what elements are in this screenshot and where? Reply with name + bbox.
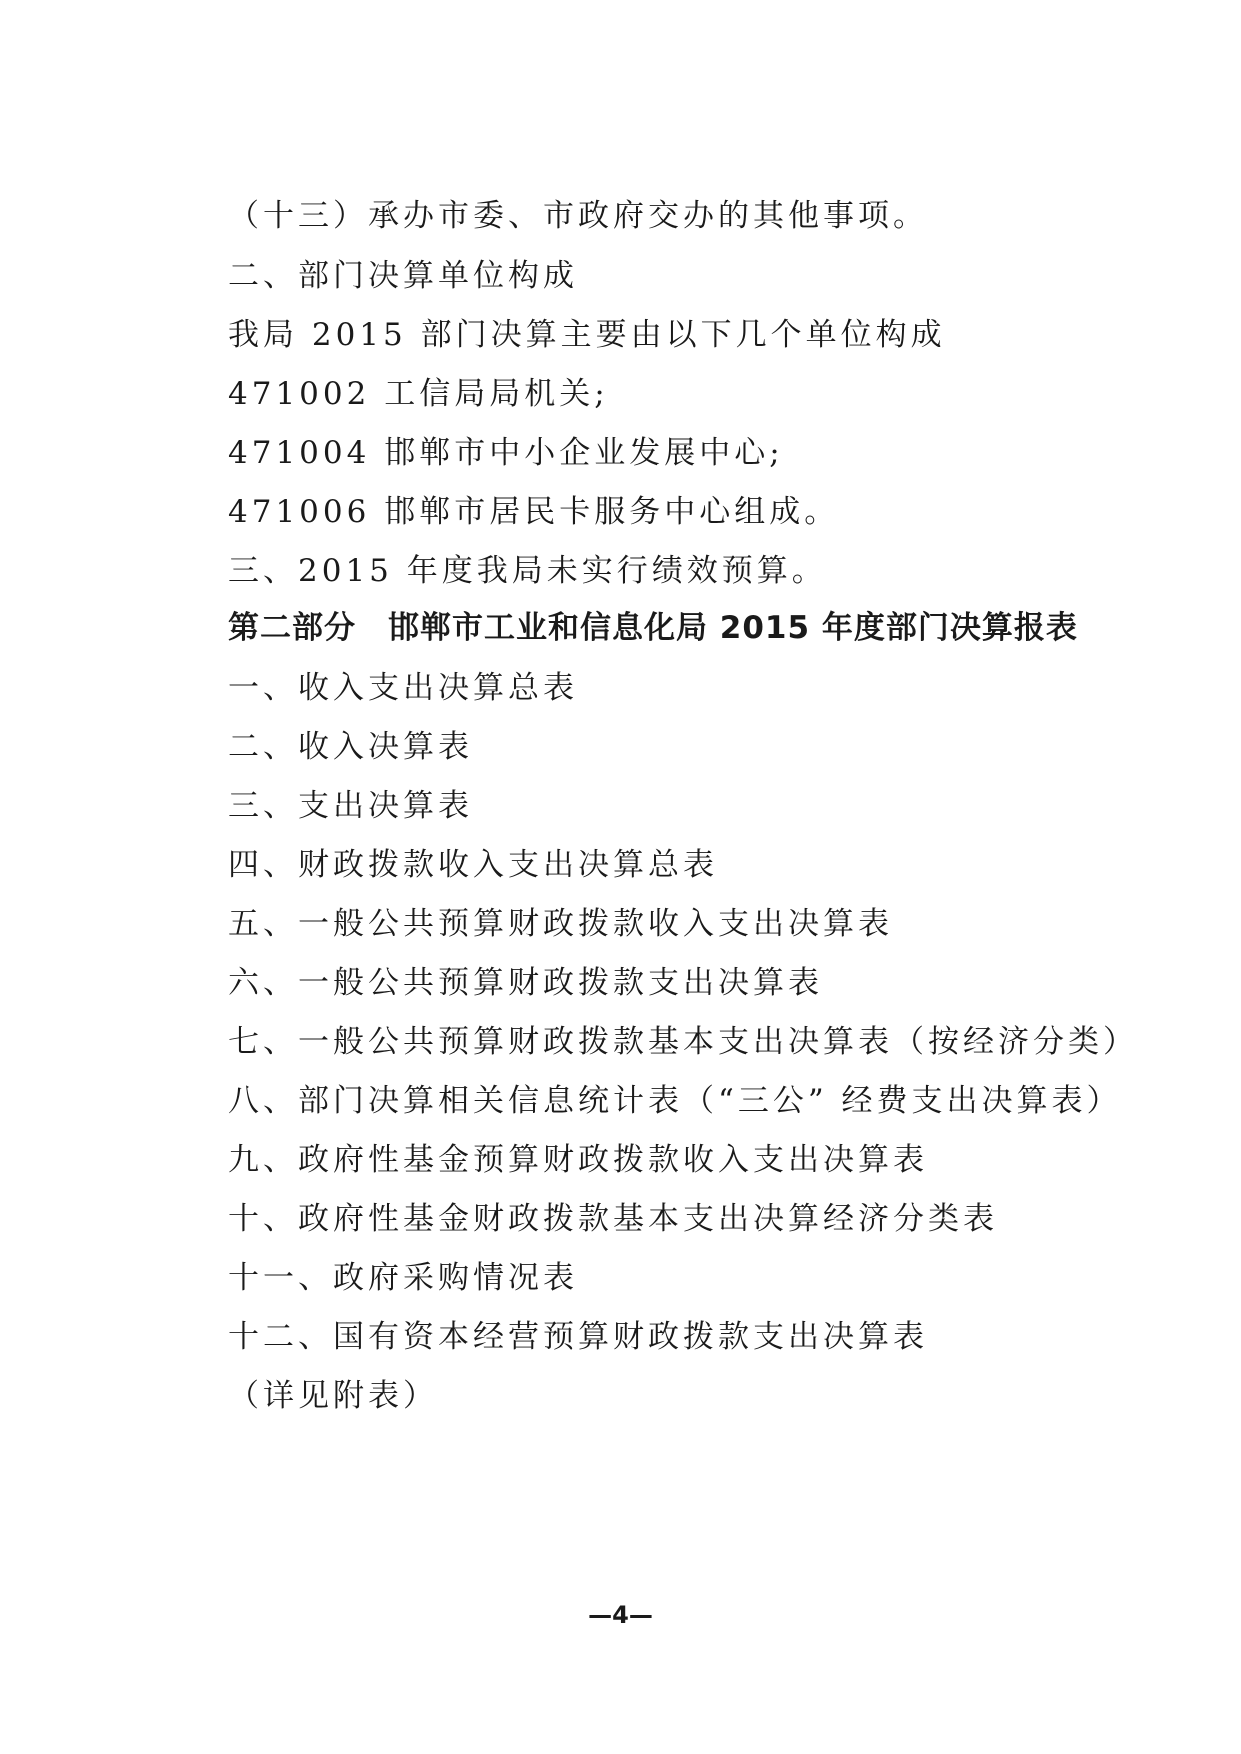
report-list-item-4: 四、财政拨款收入支出决算总表 bbox=[228, 847, 718, 883]
see-attached-note: （详见附表） bbox=[228, 1378, 438, 1414]
report-list-item-1: 一、收入支出决算总表 bbox=[228, 670, 578, 706]
report-list-item-9: 九、政府性基金预算财政拨款收入支出决算表 bbox=[228, 1142, 928, 1178]
report-list-item-8: 八、部门决算相关信息统计表（“三公” 经费支出决算表） bbox=[228, 1083, 1122, 1119]
paragraph-unit-intro: 我局 2015 部门决算主要由以下几个单位构成 bbox=[228, 317, 946, 353]
report-list-item-2: 二、收入决算表 bbox=[228, 729, 473, 765]
section-heading-performance-budget: 三、2015 年度我局未实行绩效预算。 bbox=[228, 553, 827, 589]
report-list-item-7: 七、一般公共预算财政拨款基本支出决算表（按经济分类） bbox=[228, 1024, 1138, 1060]
paragraph-item-13: （十三）承办市委、市政府交办的其他事项。 bbox=[228, 198, 928, 234]
report-list-item-3: 三、支出决算表 bbox=[228, 788, 473, 824]
page-number: —4— bbox=[588, 1601, 653, 1629]
report-list-item-10: 十、政府性基金财政拨款基本支出决算经济分类表 bbox=[228, 1201, 998, 1237]
report-list-item-6: 六、一般公共预算财政拨款支出决算表 bbox=[228, 965, 823, 1001]
section-heading-unit-composition: 二、部门决算单位构成 bbox=[228, 258, 578, 294]
part-two-heading: 第二部分 邯郸市工业和信息化局 2015 年度部门决算报表 bbox=[228, 610, 1078, 646]
unit-item-471006: 471006 邯郸市居民卡服务中心组成。 bbox=[228, 494, 840, 530]
report-list-item-11: 十一、政府采购情况表 bbox=[228, 1260, 578, 1296]
unit-item-471002: 471002 工信局局机关; bbox=[228, 376, 609, 412]
report-list-item-5: 五、一般公共预算财政拨款收入支出决算表 bbox=[228, 906, 893, 942]
unit-item-471004: 471004 邯郸市中小企业发展中心; bbox=[228, 435, 784, 471]
report-list-item-12: 十二、国有资本经营预算财政拨款支出决算表 bbox=[228, 1319, 928, 1355]
